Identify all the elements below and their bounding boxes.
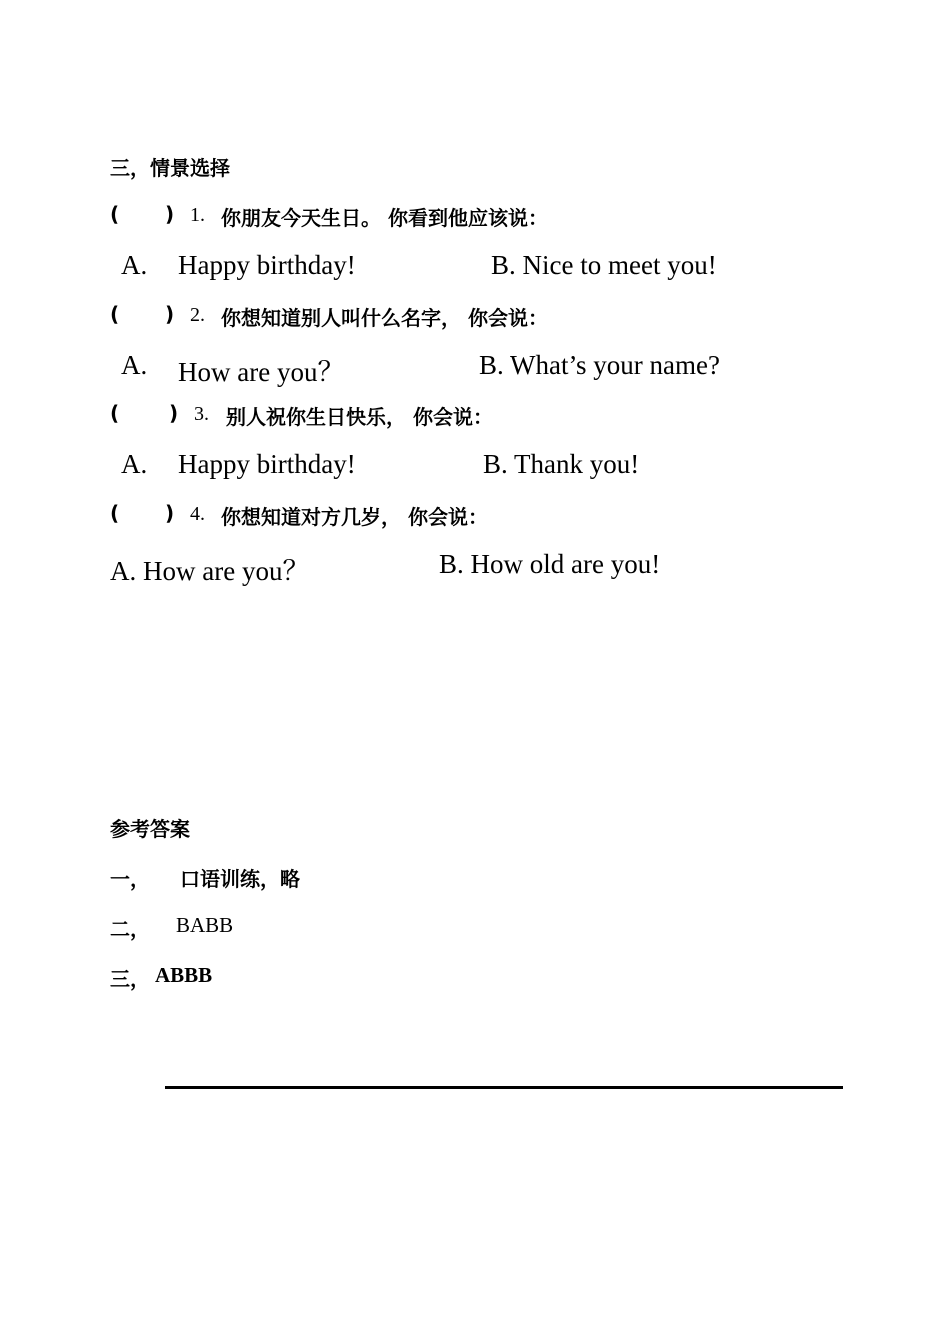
option-b: B. What’s your name? <box>479 350 720 380</box>
footer-divider <box>165 1086 843 1089</box>
answer-value-1: 口语训练，略 <box>180 867 300 891</box>
option-a-letter: A. <box>121 350 148 380</box>
option-a-text: Happy birthday! <box>178 250 356 280</box>
option-b: B. Nice to meet you! <box>491 250 717 280</box>
question-prompt: 你朋友今天生日。 你看到他应该说： <box>221 206 548 230</box>
question-number: 2. <box>190 304 205 326</box>
answer-value-3: ABBB <box>155 963 213 987</box>
question-number: 3. <box>194 403 209 425</box>
answer-paren-open: ( <box>110 302 120 326</box>
question-prompt: 你想知道别人叫什么名字， 你会说： <box>221 306 548 330</box>
answer-label-2: 二， <box>110 917 150 941</box>
question-number: 1. <box>190 204 205 226</box>
option-a-text: Happy birthday! <box>178 449 356 479</box>
section-heading: 三，情景选择 <box>110 156 230 180</box>
answer-paren-close: ) <box>165 202 175 226</box>
answer-paren-close: ) <box>165 501 175 525</box>
question-prompt: 别人祝你生日快乐， 你会说： <box>226 405 493 429</box>
option-b: B. How old are you! <box>439 549 661 579</box>
question-number: 4. <box>190 503 205 525</box>
answer-label-3: 三， <box>110 967 150 991</box>
answer-label-1: 一， <box>110 867 150 891</box>
option-a: A. How are you？ <box>110 556 310 586</box>
question-prompt: 你想知道对方几岁， 你会说： <box>221 505 488 529</box>
option-b: B. Thank you! <box>483 449 640 479</box>
option-a-letter: A. <box>121 449 148 479</box>
answer-paren-open: ( <box>110 202 120 226</box>
option-a-letter: A. <box>121 250 148 280</box>
answer-paren-close: ) <box>165 302 175 326</box>
answer-paren-open: ( <box>110 501 120 525</box>
answer-paren-open: ( <box>110 401 120 425</box>
answer-value-2: BABB <box>176 913 234 937</box>
answer-paren-close: ) <box>169 401 179 425</box>
answers-heading: 参考答案 <box>110 817 190 841</box>
option-a-text: How are you？ <box>178 357 345 387</box>
